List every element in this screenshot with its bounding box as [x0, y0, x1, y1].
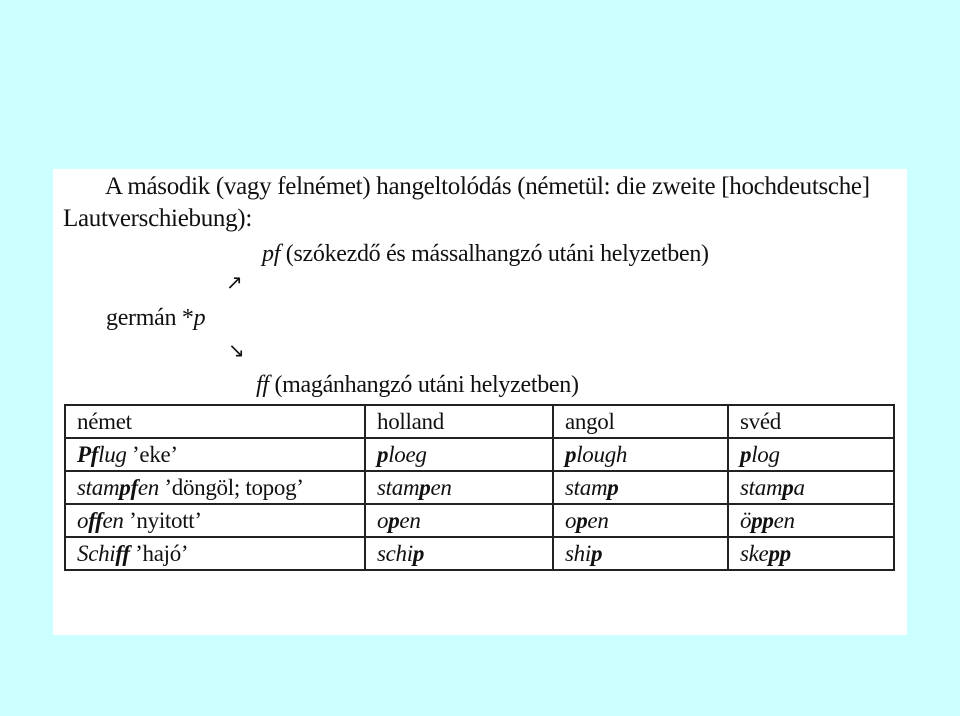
gloss: ’hajó’	[129, 541, 189, 566]
arrow-down-right-icon: ↘	[228, 338, 245, 362]
gloss: ’döngöl; topog’	[158, 475, 304, 500]
cell-german: offen ’nyitott’	[65, 504, 365, 537]
cell-swedish: skepp	[728, 537, 894, 570]
cell-dutch: ploeg	[365, 438, 553, 471]
table-row	[65, 471, 894, 504]
header-dutch: holland	[365, 405, 553, 438]
header-swedish: svéd	[728, 405, 894, 438]
cell-german: Schiff ’hajó’	[65, 537, 365, 570]
table-row	[65, 537, 894, 570]
table-row	[65, 438, 894, 471]
cell-english: plough	[553, 438, 728, 471]
title-line-2: Lautverschiebung):	[63, 205, 252, 232]
gloss: ’eke’	[126, 442, 178, 467]
pf-symbol: pf	[262, 241, 281, 267]
header-german: német	[65, 405, 365, 438]
slide-document	[53, 169, 907, 635]
cell-english: stamp	[553, 471, 728, 504]
pf-branch	[262, 241, 709, 268]
ff-branch	[256, 372, 579, 399]
cell-dutch: open	[365, 504, 553, 537]
cell-swedish: öppen	[728, 504, 894, 537]
table-row	[65, 504, 894, 537]
cell-dutch: stampen	[365, 471, 553, 504]
source-symbol: p	[193, 305, 206, 331]
cell-swedish: stampa	[728, 471, 894, 504]
title-line-1: A második (vagy felnémet) hangeltolódás (németül: die zweite [hochdeutsche]	[105, 173, 870, 200]
arrow-up-right-icon: ↗	[226, 270, 243, 294]
cell-swedish: plog	[728, 438, 894, 471]
header-english: angol	[553, 405, 728, 438]
pf-description: (szókezdő és mássalhangzó utáni helyzetben)	[280, 241, 709, 267]
ff-description: (magánhangzó utáni helyzetben)	[268, 372, 579, 398]
cell-german: stampfen ’döngöl; topog’	[65, 471, 365, 504]
ff-symbol: ff	[256, 372, 269, 398]
cell-english: ship	[553, 537, 728, 570]
source-label: germán *	[106, 305, 194, 331]
cell-german: Pflug ’eke’	[65, 438, 365, 471]
table-header-row	[65, 405, 894, 438]
gloss: ’nyitott’	[123, 508, 202, 533]
cell-dutch: schip	[365, 537, 553, 570]
cell-english: open	[553, 504, 728, 537]
germanic-source	[106, 305, 205, 332]
comparison-table	[64, 404, 895, 571]
